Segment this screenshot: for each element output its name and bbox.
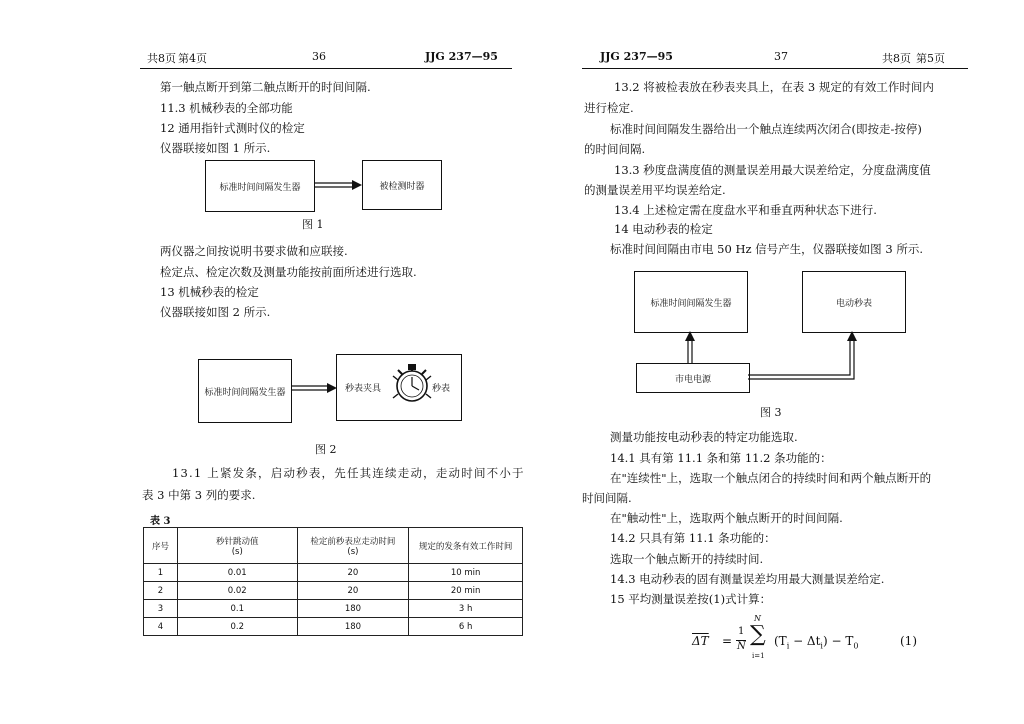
header-standard-code: JJG 237—95 [425,50,498,63]
header-page-of: 第5页 [916,52,945,65]
formula-equals: = [722,634,733,648]
table3-header: 秒针跳动值 (s) [177,528,297,564]
section-heading: 13 机械秒表的检定 [160,285,259,299]
text-line: 标准时间间隔由市电 50 Hz 信号产生，仪器联接如图 3 所示. [610,242,923,256]
header-total-pages: 共8页 [882,52,911,65]
header-page-number: 37 [774,50,788,63]
fig1-caption: 图 1 [302,218,324,231]
text-line: 的测量误差用平均误差给定. [584,183,726,197]
text-line: 13.4 上述检定需在度盘水平和垂直两种状态下进行. [614,203,877,217]
table-row: 1 0.01 20 10 min [144,564,523,582]
section-heading: 15 平均测量误差按(1)式计算： [610,592,772,606]
table-row: 3 0.1 180 3 h [144,600,523,618]
text-line: 进行检定. [584,101,634,115]
table3-header: 规定的发条有效工作时间 [409,528,523,564]
table3-header: 检定前秒表应走动时间 (s) [297,528,409,564]
text-line: 11.3 机械秒表的全部功能 [160,101,293,115]
formula-1 [692,612,992,672]
text-line: 的时间间隔. [584,142,646,156]
paragraph-13-1-line2: 表 3 中第 3 列的要求. [142,488,256,502]
table-row: 4 0.2 180 6 h [144,618,523,636]
text-line: 测量功能按电动秒表的特定功能选取. [610,430,798,444]
formula-sum-bottom: i=1 [752,652,765,660]
header-page-number: 36 [312,50,326,63]
text-line: 14.3 电动秒表的固有测量误差均用最大测量误差给定. [610,572,885,586]
section-heading: 14 电动秒表的检定 [614,222,713,236]
formula-lhs: $\overline{\Delta T}$ [692,634,709,648]
text-line: 13.2 将被检表放在秒表夹具上，在表 3 规定的有效工作时间内 [614,80,934,94]
formula-body: $(T_i - \Delta t_i) - T_0$ [774,634,859,651]
fig3-caption: 图 3 [760,406,782,419]
text-line: 仪器联接如图 2 所示. [160,305,271,319]
text-line: 时间间隔. [582,491,632,505]
fig1-timer-box: 被检测时器 [362,160,442,210]
paragraph-13-1-line1: 13.1 上紧发条，启动秒表，先任其连续走动，走动时间不小于 [172,466,525,480]
text-line: 标准时间间隔发生器给出一个触点连续两次闭合(即按走-按停) [610,122,922,136]
text-line: 仪器联接如图 1 所示. [160,141,271,155]
text-line: 两仪器之间按说明书要求做和应联接. [160,244,348,258]
formula-eq-number: (1) [900,634,917,648]
header-page-of: 第4页 [178,52,207,65]
section-heading: 12 通用指针式测时仪的检定 [160,121,305,135]
sum-symbol: ∑ [750,622,766,647]
text-line: 检定点、检定次数及测量功能按前面所述进行选取. [160,265,417,279]
fig2-watch-label: 秒表 [432,384,451,394]
formula-frac-num: 1 [738,626,745,637]
text-line: 选取一个触点断开的持续时间. [610,552,764,566]
formula-frac-den: N [737,641,746,652]
header-total-pages: 共8页 [147,52,176,65]
fig2-caption: 图 2 [315,443,337,456]
text-line: 14.1 具有第 11.1 条和第 11.2 条功能的： [610,451,832,465]
fig2-clamp-label: 秒表夹具 [345,384,382,394]
text-line: 在"触动性"上，选取两个触点断开的时间间隔. [610,511,843,525]
formula-sum-top: N [754,614,761,623]
table-row: 2 0.02 20 20 min [144,582,523,600]
header-standard-code: JJG 237—95 [600,50,673,63]
fig3-generator-box: 标准时间间隔发生器 [634,271,748,333]
fig3-mains-box: 市电电源 [636,363,750,393]
table3-header: 序号 [144,528,178,564]
text-line: 在"连续性"上，选取一个触点闭合的持续时间和两个触点断开的 [610,471,932,485]
fig2-generator-box: 标准时间间隔发生器 [198,359,292,423]
text-line: 14.2 只具有第 11.1 条功能的： [610,531,776,545]
text-line: 第一触点断开到第二触点断开的时间间隔. [160,80,371,94]
text-line: 13.3 秒度盘满度值的测量误差用最大误差给定，分度盘满度值 [614,163,931,177]
table3 [143,527,523,636]
right-page [512,0,1024,724]
fig1-generator-box: 标准时间间隔发生器 [205,160,315,212]
stopwatch-icon [393,364,431,401]
table3-title: 表 3 [150,516,171,527]
fig3-stopwatch-box: 电动秒表 [802,271,906,333]
